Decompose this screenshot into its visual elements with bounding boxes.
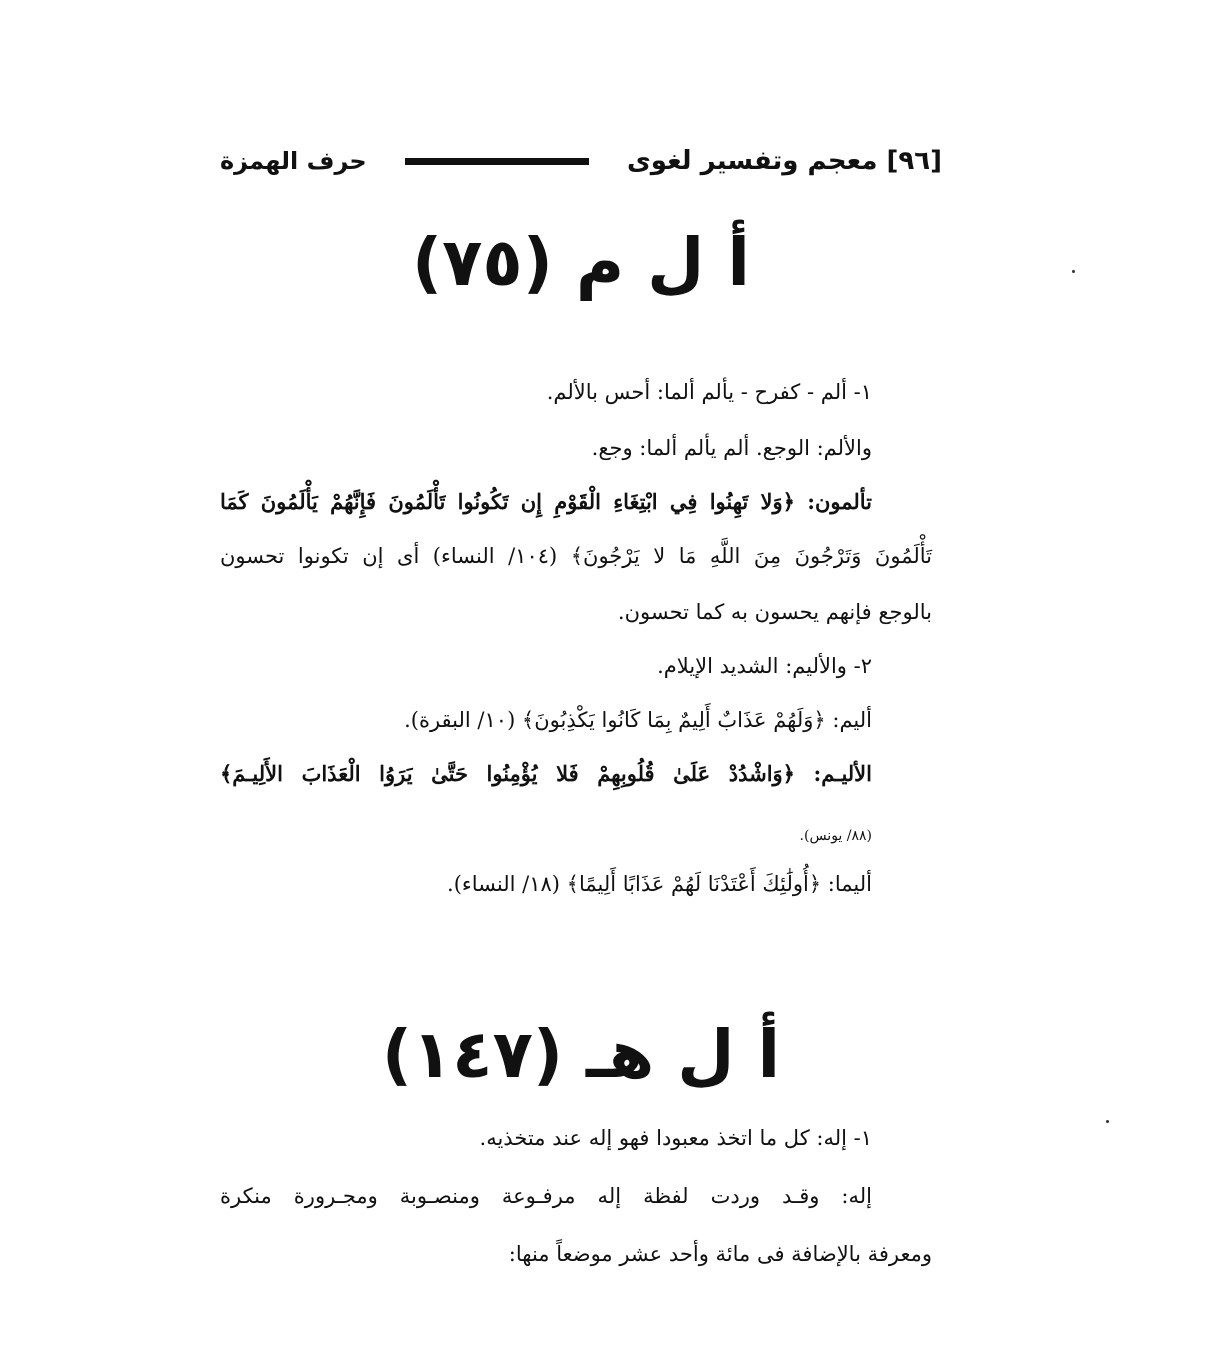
- verse-line: الأليـم: ﴿وَاشْدُدْ عَلَىٰ قُلُوبِهِمْ فَلا يُؤْمِنُوا حَتَّىٰ يَرَوُا الْعَذَابَ الأَلِيـمَ﴾: [220, 761, 872, 786]
- scan-speck: [1072, 270, 1075, 273]
- header-rule: [405, 158, 589, 165]
- book-title: [٩٦] معجم وتفسير لغوى: [626, 146, 942, 176]
- section-title: حرف الهمزة: [220, 147, 367, 175]
- scan-speck: [1106, 1120, 1109, 1123]
- text-line: ١- ألم - كفرح - يألم ألما: أحس بالألم.: [546, 380, 872, 404]
- page-header: [220, 138, 942, 184]
- text-line: والألم: الوجع. ألم يألم ألما: وجع.: [591, 436, 872, 460]
- verse-line: تألمون: ﴿وَلا تَهِنُوا فِي ابْتِغَاءِ الْقَوْمِ إِن تَكُونُوا تَأْلَمُونَ فَإِنَّهُمْ يَأْلَمُونَ كَمَا: [220, 489, 872, 514]
- text-line: ١- إله: كل ما اتخذ معبودا فهو إله عند متخذيه.: [479, 1126, 872, 1150]
- entry-heading: أ ل م (٧٥): [411, 224, 751, 301]
- text-line: ومعرفة بالإضافة فى مائة وأحد عشر موضعاً منها:: [508, 1242, 932, 1266]
- verse-reference: (٨٨/ يونس).: [799, 828, 872, 844]
- text-line: إله: وقـد وردت لفظة إله مرفـوعة ومنصـوبة ومجـرورة منكرة: [220, 1184, 872, 1208]
- text-line: ٢- والأليم: الشديد الإيلام.: [657, 654, 872, 678]
- verse-line: أليما: ﴿أُولَٰئِكَ أَعْتَدْنَا لَهُمْ عَذَابًا أَلِيمًا﴾ (١٨/ النساء).: [447, 872, 872, 896]
- entry-heading: أ ل هـ (١٤٧): [381, 1016, 781, 1093]
- text-line: بالوجع فإنهم يحسون به كما تحسون.: [617, 600, 932, 624]
- verse-line: تَأْلَمُونَ وَتَرْجُونَ مِنَ اللَّهِ مَا لا يَرْجُونَ﴾ (١٠٤/ النساء) أى إن تكونوا تحسون: [220, 544, 932, 568]
- verse-line: أليم: ﴿وَلَهُمْ عَذَابٌ أَلِيمٌ بِمَا كَانُوا يَكْذِبُونَ﴾ (١٠/ البقرة).: [404, 708, 872, 732]
